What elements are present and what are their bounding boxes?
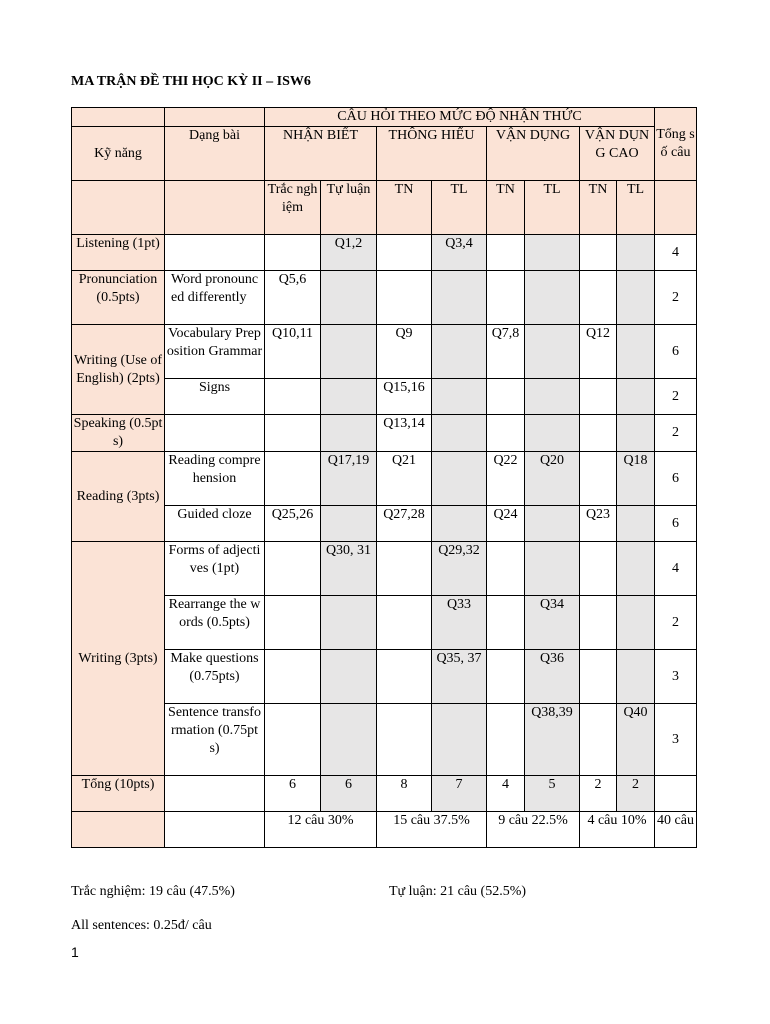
matrix-cell bbox=[525, 325, 580, 379]
matrix-cell bbox=[580, 379, 617, 415]
header-level-application: VẬN DỤNG bbox=[487, 127, 580, 181]
row-total: 3 bbox=[655, 704, 697, 776]
matrix-cell: Q3,4 bbox=[432, 235, 487, 271]
subheader-cell: TN bbox=[487, 181, 525, 235]
matrix-cell bbox=[580, 235, 617, 271]
matrix-cell: Q34 bbox=[525, 596, 580, 650]
type-cell: Guided cloze bbox=[165, 506, 265, 542]
matrix-cell bbox=[487, 704, 525, 776]
subheader-cell: Trắc nghiệm bbox=[265, 181, 321, 235]
matrix-cell bbox=[321, 271, 377, 325]
matrix-cell bbox=[525, 415, 580, 452]
type-cell: Sentence transformation (0.75pts) bbox=[165, 704, 265, 776]
skill-cell: Writing (3pts) bbox=[72, 542, 165, 776]
row-total: 6 bbox=[655, 452, 697, 506]
row-total: 2 bbox=[655, 271, 697, 325]
matrix-cell bbox=[321, 506, 377, 542]
summary-cell: 15 câu 37.5% bbox=[377, 812, 487, 848]
matrix-cell: Q30, 31 bbox=[321, 542, 377, 596]
matrix-cell bbox=[432, 506, 487, 542]
matrix-cell: Q17,19 bbox=[321, 452, 377, 506]
type-cell: Make questions (0.75pts) bbox=[165, 650, 265, 704]
matrix-cell bbox=[321, 379, 377, 415]
matrix-cell bbox=[432, 704, 487, 776]
subheader-cell: TL bbox=[432, 181, 487, 235]
matrix-cell bbox=[617, 650, 655, 704]
header-skill: Kỹ năng bbox=[72, 127, 165, 181]
matrix-cell bbox=[617, 235, 655, 271]
header-type: Dạng bài bbox=[165, 127, 265, 181]
total-label: Tổng (10pts) bbox=[72, 776, 165, 812]
matrix-cell bbox=[432, 325, 487, 379]
matrix-cell bbox=[617, 271, 655, 325]
exam-matrix-table bbox=[71, 107, 697, 848]
matrix-cell bbox=[525, 379, 580, 415]
row-total: 4 bbox=[655, 542, 697, 596]
matrix-cell bbox=[265, 235, 321, 271]
total-cell: 2 bbox=[617, 776, 655, 812]
matrix-cell: Q1,2 bbox=[321, 235, 377, 271]
document-title: MA TRẬN ĐỀ THI HỌC KỲ II – ISW6 bbox=[71, 74, 311, 89]
matrix-cell: Q22 bbox=[487, 452, 525, 506]
row-total: 2 bbox=[655, 379, 697, 415]
matrix-cell bbox=[487, 415, 525, 452]
total-cell: 7 bbox=[432, 776, 487, 812]
header-level-recognition: NHẬN BIẾT bbox=[265, 127, 377, 181]
total-cell: 6 bbox=[321, 776, 377, 812]
matrix-cell: Q40 bbox=[617, 704, 655, 776]
type-cell: Vocabulary Preposition Grammar bbox=[165, 325, 265, 379]
header-level-high-application: VẬN DỤNG CAO bbox=[580, 127, 655, 181]
matrix-cell bbox=[265, 650, 321, 704]
row-total: 4 bbox=[655, 235, 697, 271]
row-total: 6 bbox=[655, 325, 697, 379]
matrix-cell bbox=[265, 596, 321, 650]
matrix-cell bbox=[432, 415, 487, 452]
type-cell: Signs bbox=[165, 379, 265, 415]
matrix-cell bbox=[580, 704, 617, 776]
type-cell: Forms of adjectives (1pt) bbox=[165, 542, 265, 596]
matrix-cell: Q18 bbox=[617, 452, 655, 506]
matrix-cell: Q5,6 bbox=[265, 271, 321, 325]
matrix-cell bbox=[580, 542, 617, 596]
matrix-cell: Q9 bbox=[377, 325, 432, 379]
matrix-cell bbox=[487, 542, 525, 596]
type-cell bbox=[165, 776, 265, 812]
matrix-cell bbox=[265, 415, 321, 452]
skill-cell: Listening (1pt) bbox=[72, 235, 165, 271]
matrix-cell bbox=[617, 506, 655, 542]
matrix-cell bbox=[525, 506, 580, 542]
matrix-cell bbox=[321, 704, 377, 776]
matrix-cell bbox=[580, 650, 617, 704]
subheader-cell: TN bbox=[580, 181, 617, 235]
matrix-cell bbox=[617, 415, 655, 452]
matrix-cell: Q21 bbox=[377, 452, 432, 506]
matrix-cell bbox=[580, 452, 617, 506]
row-total: 3 bbox=[655, 650, 697, 704]
matrix-cell: Q27,28 bbox=[377, 506, 432, 542]
row-total bbox=[655, 776, 697, 812]
skill-cell: Writing (Use of English) (2pts) bbox=[72, 325, 165, 415]
matrix-cell bbox=[432, 452, 487, 506]
essay-summary: Tự luận: 21 câu (52.5%) bbox=[389, 884, 527, 899]
matrix-cell bbox=[487, 650, 525, 704]
matrix-cell bbox=[617, 325, 655, 379]
header-group: CÂU HỎI THEO MỨC ĐỘ NHẬN THỨC bbox=[265, 108, 655, 127]
matrix-cell bbox=[265, 379, 321, 415]
matrix-cell bbox=[617, 596, 655, 650]
matrix-cell: Q38,39 bbox=[525, 704, 580, 776]
row-total: 6 bbox=[655, 506, 697, 542]
header-level-comprehension: THÔNG HIỂU bbox=[377, 127, 487, 181]
subheader-cell: TN bbox=[377, 181, 432, 235]
matrix-cell bbox=[377, 704, 432, 776]
type-cell: Reading comprehension bbox=[165, 452, 265, 506]
subheader-cell: TL bbox=[617, 181, 655, 235]
matrix-cell: Q29,32 bbox=[432, 542, 487, 596]
matrix-cell bbox=[377, 650, 432, 704]
matrix-cell bbox=[265, 704, 321, 776]
grand-total: 40 câu bbox=[655, 812, 697, 848]
matrix-cell bbox=[580, 415, 617, 452]
matrix-cell bbox=[525, 235, 580, 271]
subheader-cell: Tự luận bbox=[321, 181, 377, 235]
matrix-cell bbox=[525, 542, 580, 596]
matrix-cell: Q15,16 bbox=[377, 379, 432, 415]
type-cell bbox=[165, 415, 265, 452]
matrix-cell bbox=[487, 235, 525, 271]
matrix-cell: Q24 bbox=[487, 506, 525, 542]
matrix-cell: Q7,8 bbox=[487, 325, 525, 379]
subheader-cell: TL bbox=[525, 181, 580, 235]
matrix-cell bbox=[617, 379, 655, 415]
matrix-cell: Q23 bbox=[580, 506, 617, 542]
matrix-cell bbox=[487, 596, 525, 650]
matrix-cell bbox=[432, 379, 487, 415]
total-cell: 4 bbox=[487, 776, 525, 812]
matrix-cell bbox=[617, 542, 655, 596]
matrix-cell bbox=[321, 650, 377, 704]
matrix-cell bbox=[265, 452, 321, 506]
scoring-note: All sentences: 0.25đ/ câu bbox=[71, 918, 212, 933]
matrix-cell bbox=[432, 271, 487, 325]
skill-cell: Pronunciation (0.5pts) bbox=[72, 271, 165, 325]
matrix-cell: Q36 bbox=[525, 650, 580, 704]
matrix-cell: Q12 bbox=[580, 325, 617, 379]
page-number: 1 bbox=[71, 944, 79, 960]
matrix-cell bbox=[377, 542, 432, 596]
matrix-cell bbox=[580, 271, 617, 325]
matrix-cell bbox=[487, 379, 525, 415]
objective-summary: Trắc nghiệm: 19 câu (47.5%) bbox=[71, 884, 235, 899]
matrix-cell: Q35, 37 bbox=[432, 650, 487, 704]
summary-cell: 9 câu 22.5% bbox=[487, 812, 580, 848]
summary-cell: 12 câu 30% bbox=[265, 812, 377, 848]
matrix-cell bbox=[377, 235, 432, 271]
matrix-cell bbox=[321, 415, 377, 452]
matrix-cell: Q20 bbox=[525, 452, 580, 506]
type-cell bbox=[165, 235, 265, 271]
matrix-cell: Q13,14 bbox=[377, 415, 432, 452]
matrix-cell bbox=[321, 325, 377, 379]
type-cell: Word pronounced differently bbox=[165, 271, 265, 325]
matrix-cell bbox=[377, 271, 432, 325]
matrix-cell: Q33 bbox=[432, 596, 487, 650]
matrix-cell bbox=[580, 596, 617, 650]
row-total: 2 bbox=[655, 596, 697, 650]
matrix-cell: Q10,11 bbox=[265, 325, 321, 379]
total-cell: 2 bbox=[580, 776, 617, 812]
total-cell: 5 bbox=[525, 776, 580, 812]
total-cell: 8 bbox=[377, 776, 432, 812]
total-cell: 6 bbox=[265, 776, 321, 812]
matrix-cell: Q25,26 bbox=[265, 506, 321, 542]
matrix-cell bbox=[525, 271, 580, 325]
row-total: 2 bbox=[655, 415, 697, 452]
type-cell: Rearrange the words (0.5pts) bbox=[165, 596, 265, 650]
skill-cell: Reading (3pts) bbox=[72, 452, 165, 542]
matrix-cell bbox=[487, 271, 525, 325]
matrix-cell bbox=[265, 542, 321, 596]
header-total: Tổng số câu bbox=[655, 108, 697, 181]
matrix-cell bbox=[321, 596, 377, 650]
summary-cell: 4 câu 10% bbox=[580, 812, 655, 848]
skill-cell: Speaking (0.5pts) bbox=[72, 415, 165, 452]
matrix-cell bbox=[377, 596, 432, 650]
